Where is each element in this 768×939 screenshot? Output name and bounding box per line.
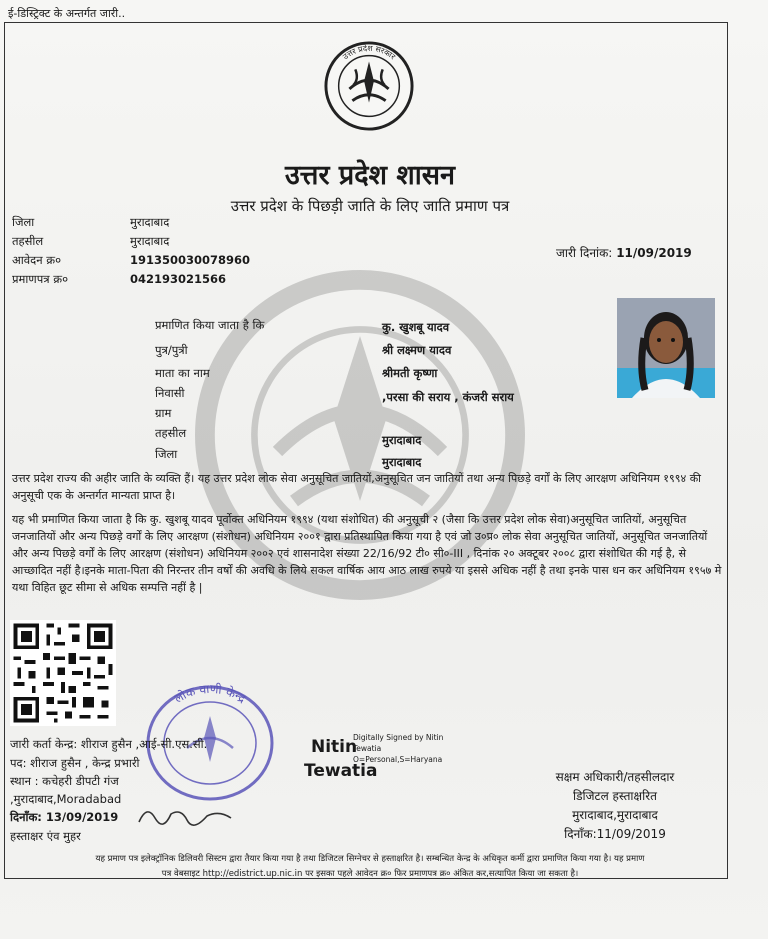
caste-statement: उत्तर प्रदेश राज्य की अहीर जाति के व्यक्ति हैं। यह उत्तर प्रदेश लोक सेवा अनुसूचित जातियों,अनुसूचित जन जातियों तथा अन्य पिछड़े वर्गों के लिए आरक्षण अधिनियम १९९४ की अनुसूची एक के अन्तर्गत मान्यता प्राप्त है। [12,472,701,502]
meta-district [12,215,169,230]
issue-date-value: 11/09/2019 [616,246,692,260]
field-label-village: ग्राम [155,406,172,420]
digital-sign-name-first: Nitin [311,737,358,757]
digital-sign-name-last: Tewatia [304,761,378,781]
field-label-tehsil: तहसील [155,426,187,440]
emblem-text: उत्तर प्रदेश सरकार [341,43,397,62]
certificate-title: उत्तर प्रदेश के पिछड़ी जाति के लिए जाति प्रमाण पत्र [230,197,510,215]
meta-value: मुरादाबाद [130,215,170,229]
seal-text: लोक वाणी केन्द्र [172,681,249,706]
footer-line-1: यह प्रमाण पत्र इलेक्ट्रॉनिक डिलिवरी सिस्टम द्वारा तैयार किया गया है तथा डिजिटल सिग्नेचर से हस्ताक्षरित है। सम्बन्धित केन्द्र के अधिकृत कर्मी द्वारा प्रमाणित किया गया है। यह प्रमाण [95,854,645,864]
issuer-sign-label: हस्ताक्षर एंव मुहर [10,829,81,843]
issuer-city: ,मुरादाबाद,Moradabad [10,792,122,806]
field-label-mother: माता का नाम [155,366,210,380]
field-value-tehsil: मुरादाबाद [382,433,422,447]
meta-label: तहसील [12,234,44,248]
authority-place: मुरादाबाद,मुरादाबाद [572,808,658,822]
up-government-emblem-icon [320,40,418,132]
creamy-layer-statement: यह भी प्रमाणित किया जाता है कि कु. खुशबू यादव पूर्वोक्त अधिनियम १९९४ (यथा संशोधित) की अनुसूची २ (जैसा कि उत्तर प्रदेश लोक सेवा)अनुसूचित जातियों, अनुसूचित जनजातियों और अन्य पिछड़े वर्गों के लिए आरक्षण (संशोधन) अधिनियम २००१ द्वारा प्रतिस्थापित किया गया है एवं जो उ०प्र० लोक सेवा अनुसूचित जातियों, अनुसूचित जनजातियों और अन्य पिछड़े वर्गों के लिए आरक्षण (संशोधन) अधिनियम २००२ एवं शासनादेश संख्या 22/16/92 टी० सी०-III , दिनांक २० अक्टूबर २००८ द्वारा संशोधित की गई है, से आच्छादित नहीं है।इनके माता-पिता की निरन्तर तीन वर्षों की अवधि के लिये सकल वार्षिक आय आठ लाख रुपये या इससे अधिक नहीं है तथा इनके पास धन कर अधिनियम १९५७ मे यथा विहित छूट सीमा से अधिक सम्पत्ति नहीं है | [12,513,722,594]
meta-certificate-no [12,272,226,287]
issuer-date [10,810,118,825]
meta-value: 191350030078960 [130,253,251,267]
meta-application-no [12,253,250,268]
qr-code [10,620,116,726]
issue-date-label: जारी दिनांक: [556,246,613,260]
field-label-son-daughter: पुत्र/पुत्री [155,343,188,357]
field-label-certified: प्रमाणित किया जाता है कि [155,318,265,332]
meta-label: आवेदन क्र० [12,253,62,267]
applicant-photo [617,298,715,398]
field-value-name: कु. खुशबू यादव [382,320,450,334]
field-value-father: श्री लक्ष्मण यादव [382,343,452,357]
field-value-mother: श्रीमती कृष्णा [382,366,438,380]
handwritten-signature [135,800,235,828]
issue-date [556,244,692,261]
digital-sign-line1: Digitally Signed by Nitin [353,733,444,742]
field-value-district: मुरादाबाद [382,455,422,469]
header-note: ई-डिस्ट्रिक्ट के अन्तर्गत जारी.. [8,7,126,20]
meta-value: 042193021566 [130,272,227,286]
field-label-district: जिला [155,447,178,461]
issuer-place: स्थान : कचेहरी डीपटी गंज [10,774,119,788]
digital-sign-line3: O=Personal,S=Haryana [353,755,443,764]
authority-date: दिनाँक:11/09/2019 [564,827,666,841]
authority-title: सक्षम अधिकारी/तहसीलदार [555,770,675,784]
issuer-post: पद: शीराज हुसैन , केन्द्र प्रभारी [10,756,140,770]
authority-signed: डिजिटल हस्ताक्षरित [573,789,657,803]
field-value-resident: ,परसा की सराय , कंजरी सराय [382,390,514,404]
government-title: उत्तर प्रदेश शासन [285,160,455,191]
meta-tehsil [12,234,169,249]
issuer-center: जारी कर्ता केन्द्र: शीराज हुसैन ,आई-सी.एस.सी. [10,737,208,751]
meta-value: मुरादाबाद [130,234,170,248]
meta-label: प्रमाणपत्र क्र० [12,272,69,286]
footer-line-2: पत्र वेबसाइट http://edistrict.up.nic.in पर इसका पहले आवेदन क्र० फिर प्रमाणपत्र क्र० अंकित कर,सत्यापित किया जा सकता है। [161,869,579,879]
digital-sign-line2: Tewatia [353,744,382,753]
issuer-date-text: दिनाँक: 13/09/2019 [10,810,119,824]
meta-label: जिला [12,215,35,229]
field-label-resident: निवासी [155,386,185,400]
